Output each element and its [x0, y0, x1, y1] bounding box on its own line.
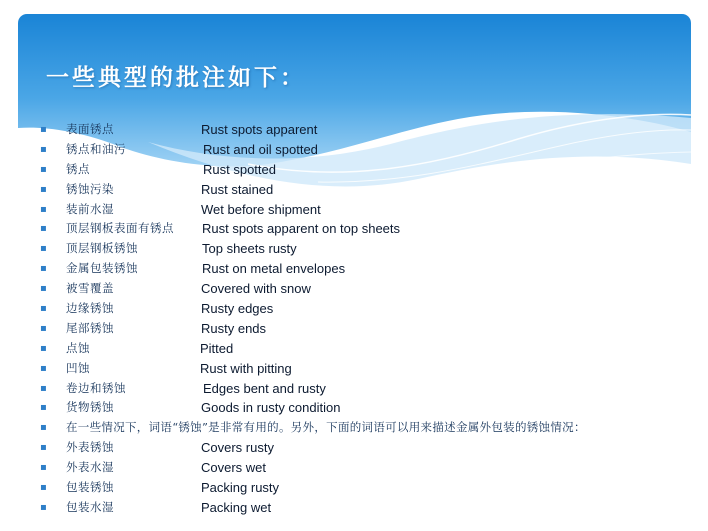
list-item	[36, 478, 686, 498]
list-item	[36, 379, 686, 399]
bullet-icon: ▪	[40, 482, 47, 494]
item-english: Rust spots apparent on top sheets	[202, 221, 401, 237]
item-chinese: 尾部锈蚀	[66, 320, 114, 335]
bullet-icon: ▪	[40, 263, 47, 275]
list-item	[36, 458, 686, 478]
item-note: 在一些情况下，词语“锈蚀”是非常有用的。另外，下面的词语可以用来描述金属外包装的锈蚀情况：	[66, 420, 586, 435]
item-english: Packing rusty	[201, 480, 280, 496]
item-chinese: 锈点	[66, 161, 90, 176]
item-english: Rust and oil spotted	[203, 141, 318, 157]
bullet-icon: ▪	[40, 143, 47, 155]
item-chinese: 边缘锈蚀	[66, 301, 114, 316]
list-item	[36, 239, 686, 259]
item-english: Rust spots apparent	[201, 122, 318, 137]
list-item	[36, 339, 686, 359]
item-english: Covers wet	[201, 460, 267, 476]
list-item	[36, 359, 686, 379]
bullet-icon: ▪	[40, 382, 47, 394]
bullet-icon: ▪	[40, 402, 47, 414]
item-chinese: 货物锈蚀	[66, 400, 114, 415]
list-item	[36, 279, 686, 299]
item-english: Pitted	[200, 340, 234, 356]
bullet-icon: ▪	[40, 362, 47, 374]
bullet-icon: ▪	[40, 283, 47, 295]
item-chinese: 包装锈蚀	[66, 480, 114, 495]
bullet-icon: ▪	[40, 243, 47, 255]
item-chinese: 卷边和锈蚀	[66, 380, 126, 395]
bullet-icon: ▪	[40, 303, 47, 315]
item-chinese: 外表锈蚀	[66, 440, 114, 455]
bullet-icon: ▪	[40, 322, 47, 334]
item-english: Covers rusty	[201, 440, 274, 456]
item-english: Rust spotted	[203, 161, 276, 177]
bullet-icon: ▪	[40, 422, 47, 434]
list-item	[36, 219, 686, 239]
slide-title: 一些典型的批注如下：	[46, 64, 306, 91]
bullet-icon: ▪	[40, 203, 47, 215]
item-english: Covered with snow	[201, 281, 311, 297]
annotation-list	[36, 120, 686, 518]
bullet-icon: ▪	[40, 442, 47, 454]
item-chinese: 装前水湿	[66, 201, 114, 216]
item-english: Rust with pitting	[200, 360, 292, 376]
item-chinese: 顶层钢板表面有锈点	[66, 221, 174, 236]
list-item	[36, 160, 686, 180]
item-chinese: 金属包装锈蚀	[66, 261, 138, 276]
bullet-icon: ▪	[40, 462, 47, 474]
item-chinese: 外表水湿	[66, 460, 114, 475]
list-item	[36, 299, 686, 319]
list-item	[36, 180, 686, 200]
item-chinese: 锈蚀污染	[66, 181, 114, 196]
list-item	[36, 120, 686, 140]
list-item	[36, 398, 686, 418]
bullet-icon: ▪	[40, 342, 47, 354]
item-english: Rusty edges	[201, 301, 274, 317]
bullet-icon: ▪	[40, 183, 47, 195]
item-chinese: 被雪覆盖	[66, 281, 114, 296]
item-english: Edges bent and rusty	[203, 380, 326, 396]
bullet-icon: ▪	[40, 163, 47, 175]
list-item	[36, 498, 686, 518]
bullet-icon: ▪	[40, 124, 47, 135]
item-chinese: 点蚀	[66, 340, 90, 355]
item-chinese: 凹蚀	[66, 360, 90, 375]
item-chinese: 锈点和油污	[66, 141, 126, 156]
item-english: Top sheets rusty	[202, 241, 297, 257]
bullet-icon: ▪	[40, 223, 47, 235]
item-english: Rusty ends	[201, 320, 267, 336]
list-item	[36, 259, 686, 279]
item-english: Rust stained	[201, 181, 274, 197]
list-item	[36, 200, 686, 220]
bullet-icon: ▪	[40, 501, 47, 513]
list-item	[36, 140, 686, 160]
item-chinese: 表面锈点	[66, 122, 114, 136]
item-chinese: 包装水湿	[66, 499, 114, 514]
item-english: Wet before shipment	[201, 201, 321, 217]
item-english: Rust on metal envelopes	[202, 261, 346, 277]
list-item	[36, 319, 686, 339]
list-item	[36, 418, 686, 438]
item-english: Packing wet	[201, 499, 272, 515]
slide	[18, 14, 691, 531]
item-english: Goods in rusty condition	[201, 400, 341, 416]
list-item	[36, 438, 686, 458]
item-chinese: 顶层钢板锈蚀	[66, 241, 138, 256]
